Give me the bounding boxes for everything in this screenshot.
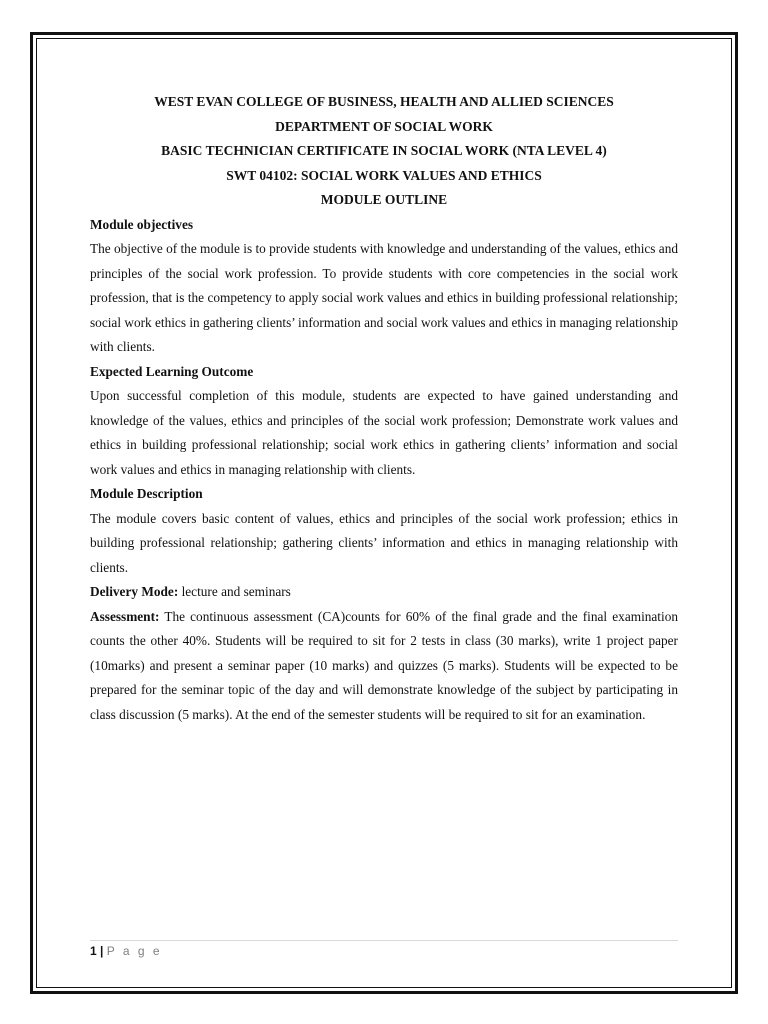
document-body — [90, 90, 678, 727]
page-footer — [90, 940, 678, 958]
delivery-mode — [90, 580, 678, 605]
objectives-heading: Module objectives — [90, 216, 194, 232]
page-label: P a g e — [106, 944, 163, 958]
description-heading: Module Description — [90, 486, 203, 501]
outcome-heading: Expected Learning Outcome — [90, 363, 254, 379]
outcome-paragraph: Upon successful completion of this module, students are expected to have gained understanding and knowledge of the values, ethics and principles of the social work profession; Demonstrate work values and ethics in building professional relationship; social work ethics in gathering clients’ information and social work values and ethics in managing relationship with clients. — [90, 388, 678, 477]
delivery-text: lecture and seminars — [178, 584, 291, 599]
assessment-text: The continuous assessment (CA)counts for 60% of the final grade and the final examination counts the other 40%. Students will be required to sit for 2 tests in class (30 marks), write 1 project paper (10marks) and present a seminar paper (10 marks) and quizzes (5 marks). Students will be expected to be prepared for the seminar topic of the day and will demonstrate knowledge of the subject by participating in class discussion (5 marks). At the end of the semester students will be required to sit for an examination. — [90, 608, 678, 722]
description-paragraph: The module covers basic content of values, ethics and principles of the social work profession; ethics in building professional relationship; gathering clients’ information and ethics in managing relationship with clients. — [90, 510, 678, 575]
outline-title: MODULE OUTLINE — [320, 192, 448, 207]
delivery-label: Delivery Mode: — [90, 584, 179, 599]
certificate-name: BASIC TECHNICIAN CERTIFICATE IN SOCIAL WORK (NTA LEVEL 4) — [161, 143, 607, 158]
page-separator: | — [100, 944, 104, 958]
assessment-label: Assessment: — [90, 608, 160, 624]
department-name: DEPARTMENT OF SOCIAL WORK — [275, 118, 493, 134]
page-number: 1 — [90, 944, 97, 958]
course-title: SWT 04102: SOCIAL WORK VALUES AND ETHICS — [226, 167, 542, 183]
assessment-paragraph — [90, 605, 678, 728]
college-name: WEST EVAN COLLEGE OF BUSINESS, HEALTH AND ALLIED SCIENCES — [154, 94, 614, 109]
objectives-paragraph: The objective of the module is to provide students with knowledge and understanding of the values, ethics and principles of the social work profession. To provide students with core competencies in the social work profession, that is the competency to apply social work values and ethics in building professional relationship; social work ethics in gathering clients’ information and social work values and ethics in managing relationship with clients. — [90, 241, 678, 354]
